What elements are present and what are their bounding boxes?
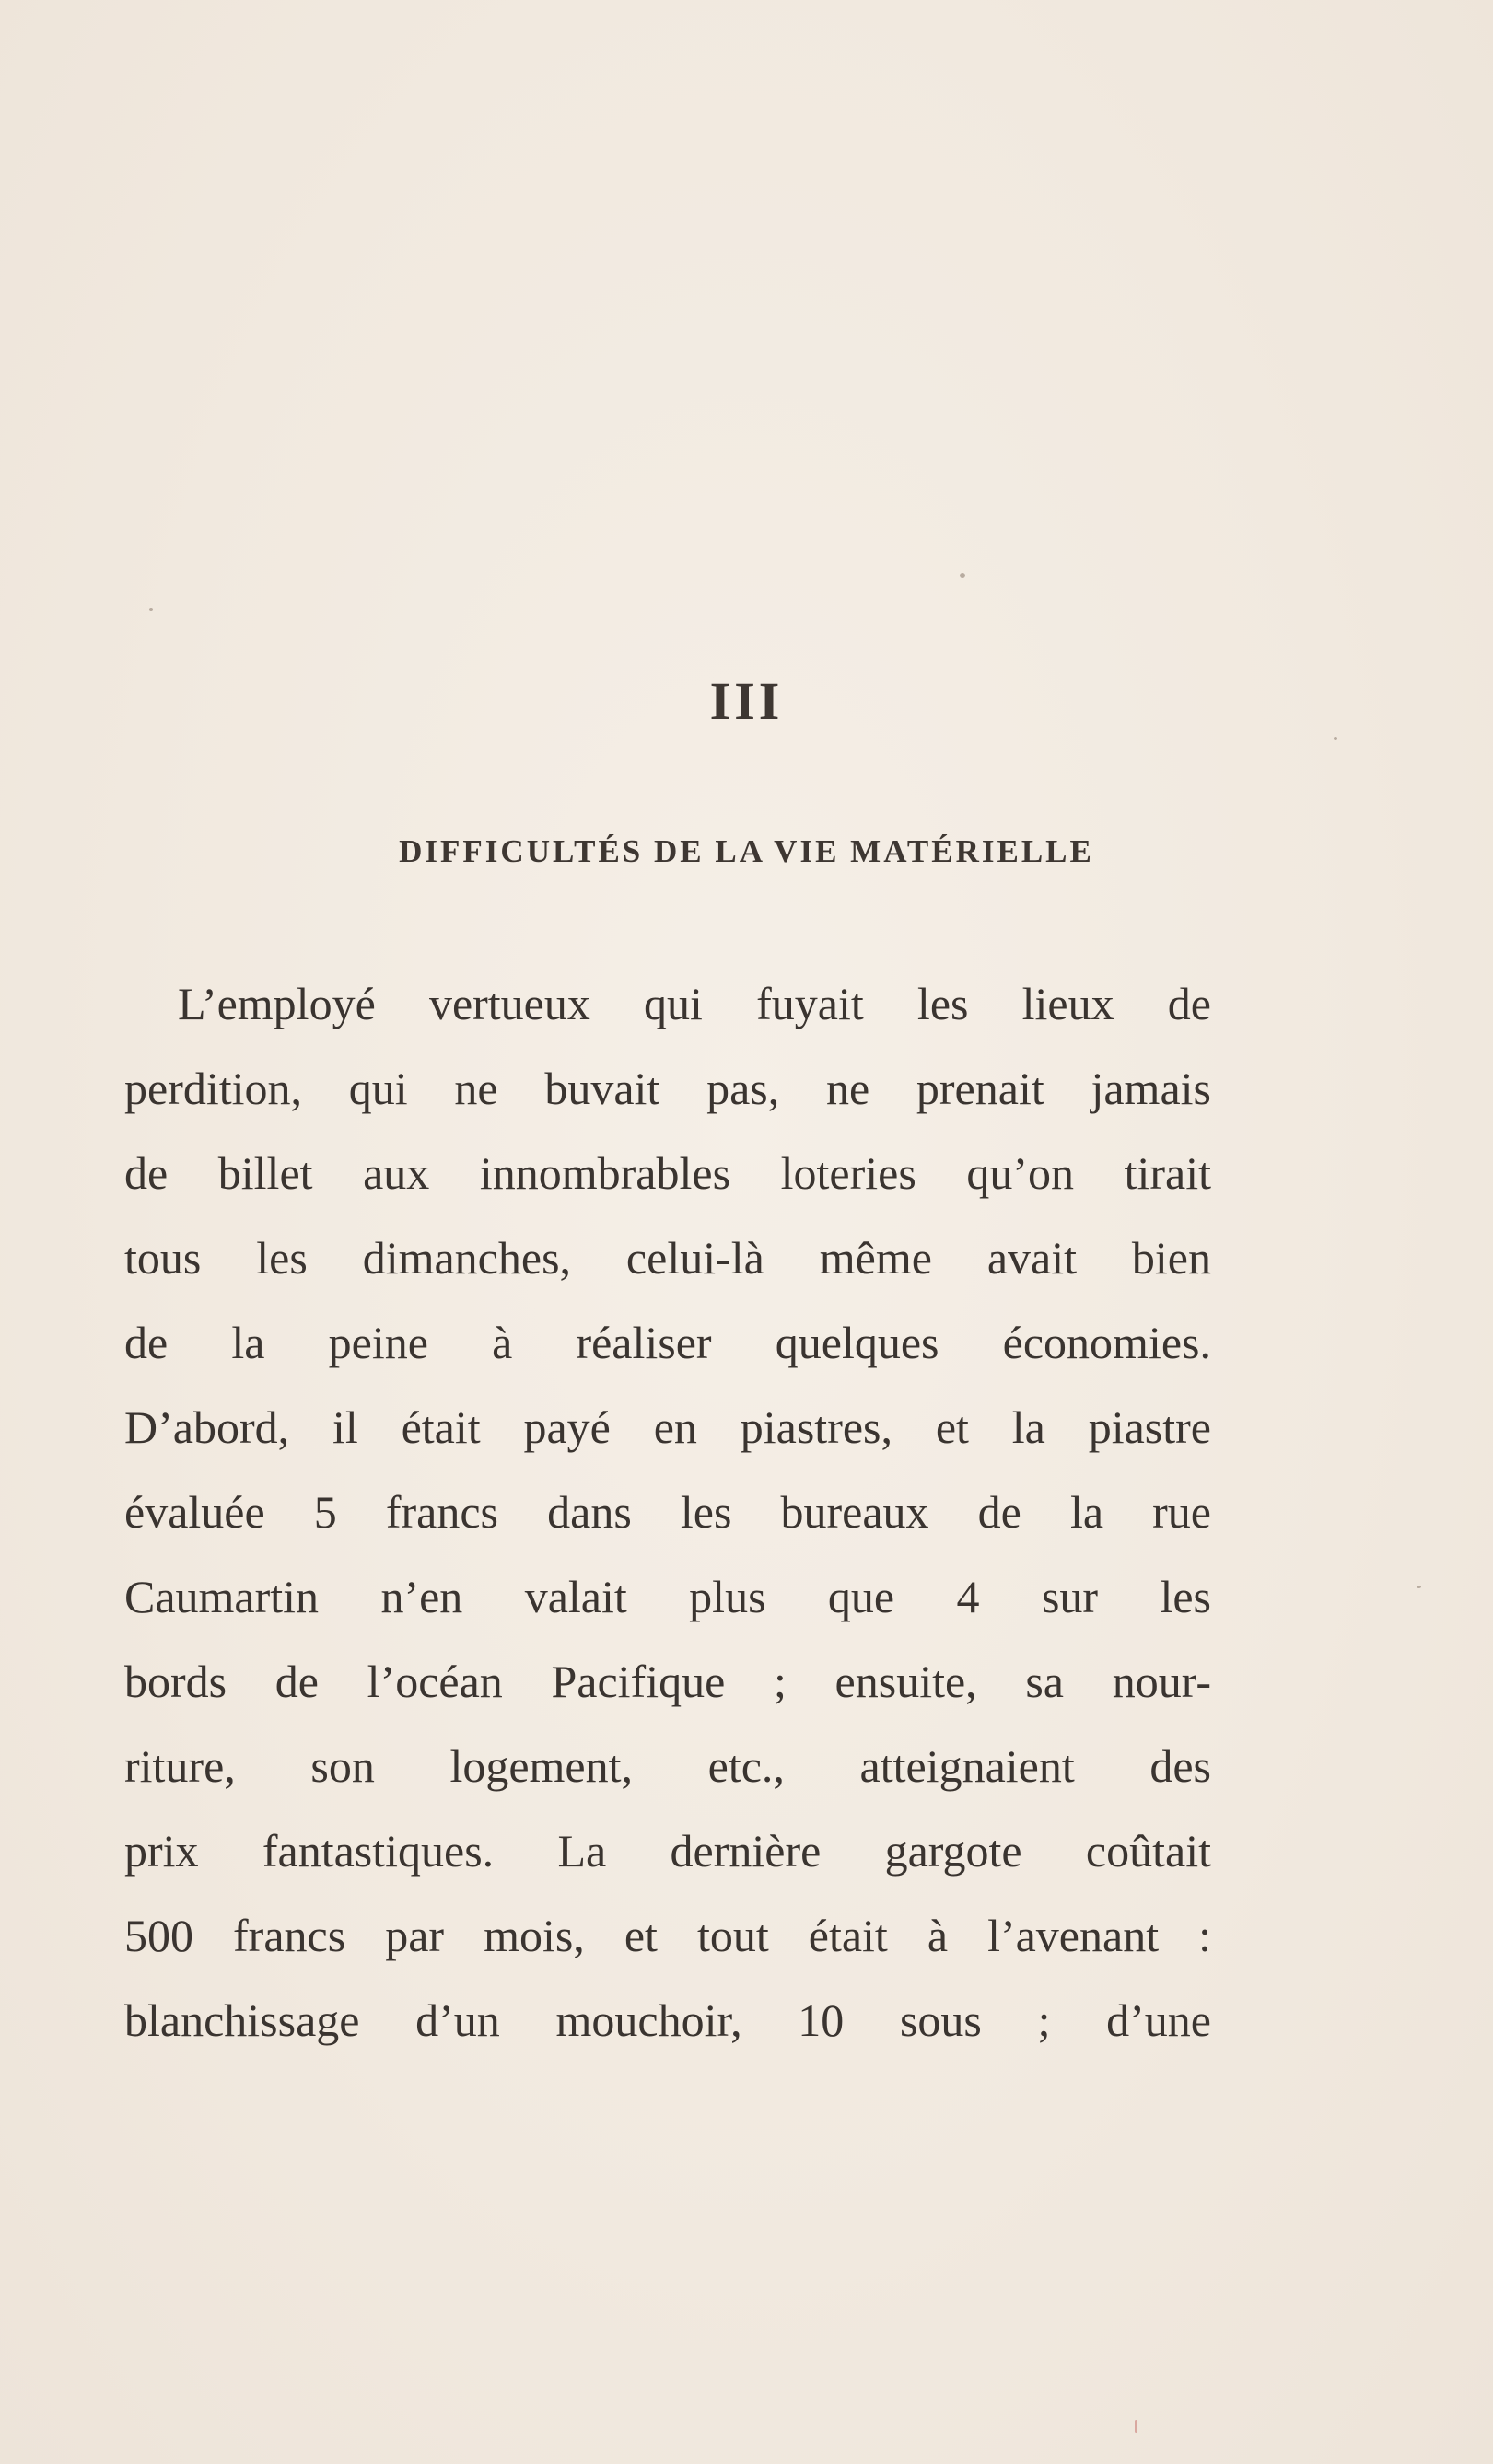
paper-speck [1135,2420,1137,2433]
body-paragraph [124,961,1211,2063]
text-line: L’employé vertueux qui fuyait les lieux de [178,978,1211,1029]
text-line: prix fantastiques. La dernière gargote coûtait [124,1825,1211,1877]
text-line: évaluée 5 francs dans les bureaux de la rue [124,1486,1211,1538]
paper-speck [960,573,965,578]
paper-speck [1334,737,1337,740]
text-line: riture, son logement, etc., atteignaient des [124,1740,1211,1792]
text-line: de billet aux innombrables loteries qu’on tirait [124,1147,1211,1199]
paper-speck [1417,1586,1421,1588]
text-line: tous les dimanches, celui-là même avait bien [124,1232,1211,1284]
chapter-number: III [709,671,784,731]
text-line: 500 francs par mois, et tout était à l’avenant : [124,1910,1211,1961]
text-line: bords de l’océan Pacifique ; ensuite, sa nour- [124,1656,1211,1707]
text-line: Caumartin n’en valait plus que 4 sur les [124,1571,1211,1622]
text-line: de la peine à réaliser quelques économies. [124,1317,1211,1368]
text-line: perdition, qui ne buvait pas, ne prenait jamais [124,1063,1211,1114]
text-line: blanchissage d’un mouchoir, 10 sous ; d’une [124,1994,1211,2046]
chapter-title: DIFFICULTÉS DE LA VIE MATÉRIELLE [399,833,1094,869]
text-line: D’abord, il était payé en piastres, et la piastre [124,1401,1211,1453]
paper-speck [149,608,153,611]
